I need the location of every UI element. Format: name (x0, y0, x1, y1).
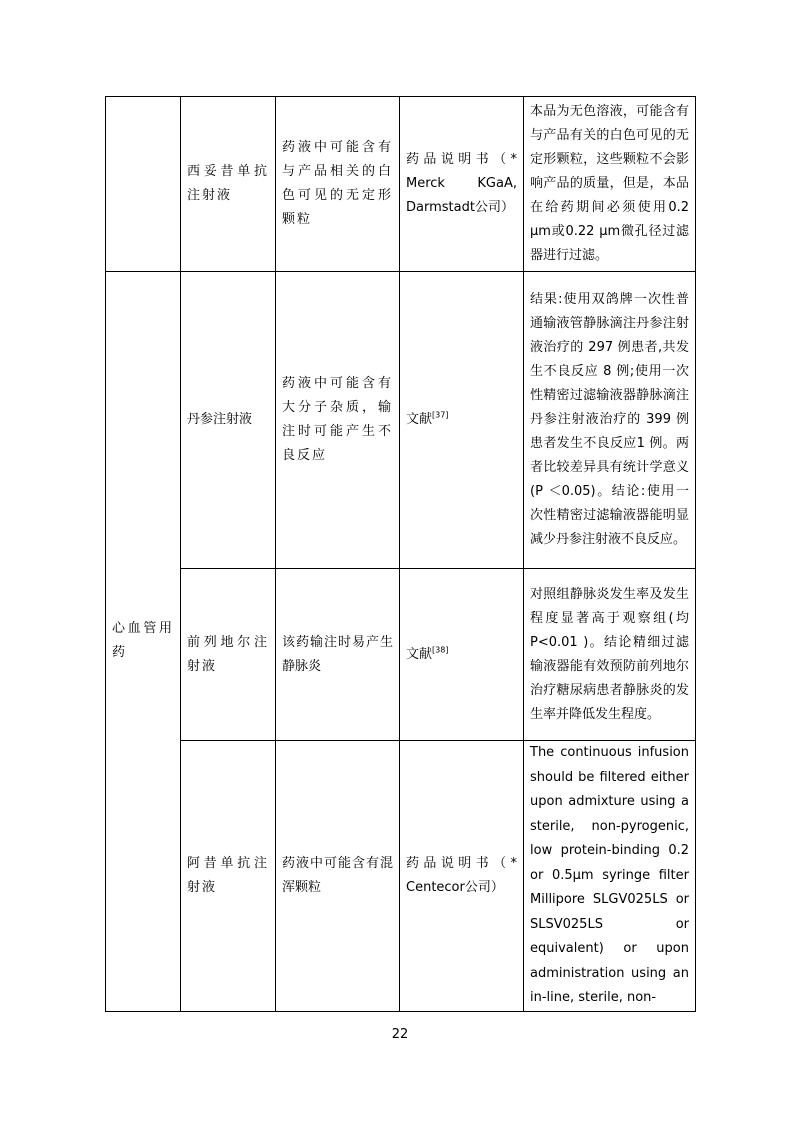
drug-name-cell (181, 272, 276, 569)
category-cell-empty (106, 97, 181, 272)
source-text: 药品说明书（* Merck KGaA, Darmstadt公司） (406, 152, 517, 215)
citation-ref: [38] (432, 645, 449, 655)
description-text: 结果:使用双鸽牌一次性普通输液管静脉滴注丹参注射液治疗的 297 例患者,共发生不良反应 8 例;使用一次性精密过滤输液器静脉滴注丹参注射液治疗的 399 例患者发生不良反应1 例。两者比较差异具有统计学意义(P ＜0.05)。结论:使用一次性精密过滤输液器能明显减少丹参注射液不良反应。 (530, 292, 689, 547)
drug-name-cell (181, 97, 276, 272)
issue-text: 药液中可能含有与产品相关的白色可见的无定形颗粒 (282, 140, 393, 227)
description-cell (524, 272, 696, 569)
table-row (106, 569, 696, 741)
source-text: 文献 (406, 646, 433, 662)
category-text: 心血管用药 (112, 621, 174, 661)
description-text: The continuous infusion should be filtered either upon admixture using a sterile, non-pyrogenic, low protein-binding 0.2 or 0.5μm syringe filter Millipore SLGV025LS or SLSV025LS or equivalent) or upon administration using an in-line, sterile, non- (530, 745, 689, 1005)
source-cell (400, 741, 524, 1012)
table-row (106, 741, 696, 1012)
drug-name: 西妥昔单抗注射液 (187, 164, 269, 203)
drug-filtration-table (105, 96, 696, 1012)
issue-cell (276, 741, 400, 1012)
table-row (106, 272, 696, 569)
drug-name: 丹参注射液 (187, 412, 253, 427)
page-number: 22 (391, 1027, 409, 1042)
source-text: 药品说明书（* Centecor公司） (406, 855, 517, 895)
issue-text: 该药输注时易产生静脉炎 (282, 634, 393, 674)
issue-text: 药液中可能含有大分子杂质，输注时可能产生不良反应 (282, 376, 393, 463)
issue-cell (276, 569, 400, 741)
source-cell (400, 97, 524, 272)
description-cell (524, 741, 696, 1012)
description-text: 对照组静脉炎发生率及发生程度显著高于观察组(均 P<0.01 )。结论精细过滤输液器能有效预防前列地尔治疗糖尿病患者静脉炎的发生率并降低发生程度。 (530, 586, 689, 722)
description-text: 本品为无色溶液，可能含有与产品有关的白色可见的无定形颗粒，这些颗粒不会影响产品的质量，但是，本品在给药期间必须使用0.2 μm或0.22 μm微孔径过滤器进行过滤。 (530, 104, 689, 263)
source-cell (400, 569, 524, 741)
source-cell (400, 272, 524, 569)
issue-text: 药液中可能含有混浑颗粒 (282, 855, 393, 895)
drug-name: 前列地尔注射液 (187, 634, 269, 674)
issue-cell (276, 272, 400, 569)
drug-name-cell (181, 741, 276, 1012)
table-row (106, 97, 696, 272)
description-cell (524, 569, 696, 741)
description-cell (524, 97, 696, 272)
issue-cell (276, 97, 400, 272)
drug-name-cell (181, 569, 276, 741)
source-text: 文献 (406, 412, 433, 427)
citation-ref: [37] (432, 410, 449, 420)
category-cell (106, 272, 181, 1012)
drug-name: 阿昔单抗注射液 (187, 855, 269, 895)
